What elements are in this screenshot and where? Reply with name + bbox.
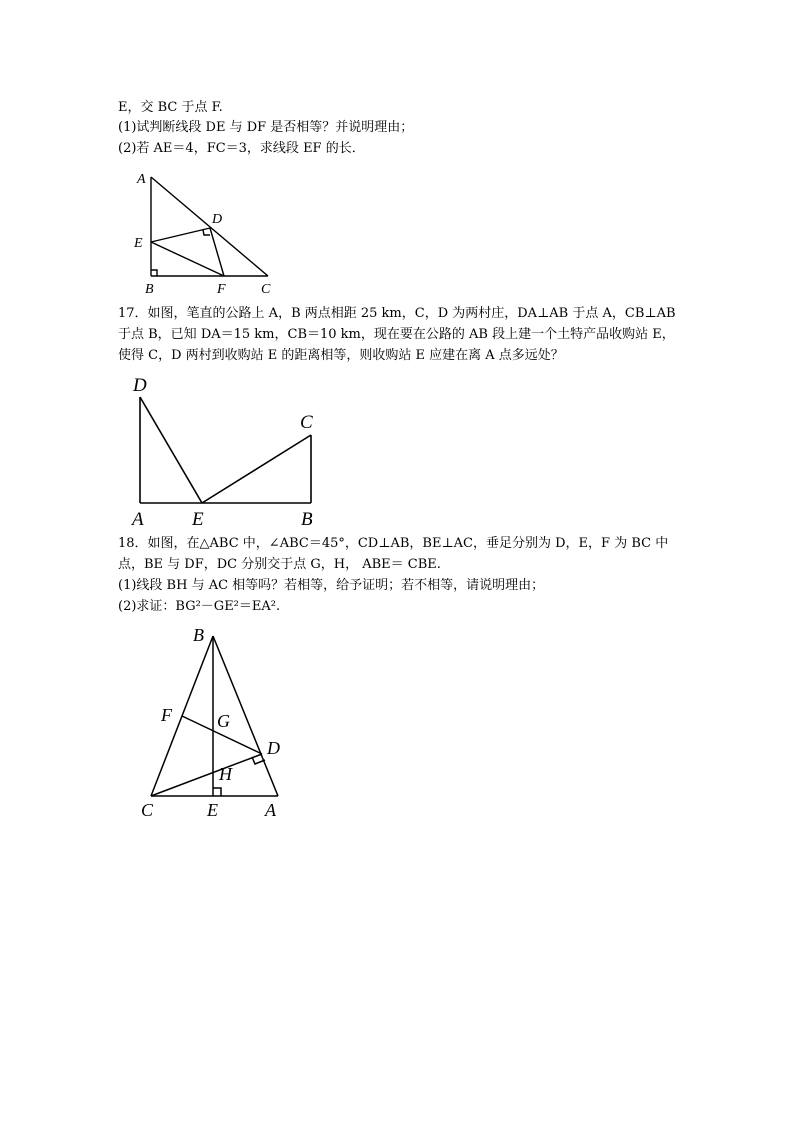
p16-label-d: D bbox=[212, 212, 223, 227]
p17-seg-ec bbox=[202, 435, 311, 503]
p17-label-d: D bbox=[133, 375, 147, 396]
p17-label-a: A bbox=[132, 509, 144, 530]
p16-seg-df bbox=[210, 228, 224, 276]
p16-label-f: F bbox=[217, 282, 226, 297]
p16-seg-ed bbox=[151, 228, 210, 242]
p17-line-1: 17．如图，笔直的公路上 A，B 两点相距 25 km，C，D 为两村庄，DA⊥AB 于点 A，CB⊥AB bbox=[118, 306, 676, 321]
p16-line-2: (1)试判断线段 DE 与 DF 是否相等？并说明理由； bbox=[118, 120, 414, 135]
p16-right-angle-b bbox=[151, 270, 157, 276]
p18-line-2: 点，BE 与 DF，DC 分别交于点 G，H， ABE＝ CBE. bbox=[118, 557, 441, 572]
p17-line-3: 使得 C，D 两村到收购站 E 的距离相等，则收购站 E 应建在离 A 点多远处？ bbox=[118, 348, 564, 363]
p16-label-b: B bbox=[145, 282, 154, 297]
p18-label-d: D bbox=[267, 738, 280, 758]
p18-line-4: (2)求证：BG²－GE²＝EA². bbox=[118, 599, 281, 614]
p16-seg-ac bbox=[151, 177, 268, 276]
p17-seg-de bbox=[140, 397, 202, 503]
p17-line-2: 于点 B，已知 DA＝15 km，CB＝10 km，现在要在公路的 AB 段上建一个土特产品收购站 E， bbox=[118, 327, 675, 342]
p18-label-g: G bbox=[217, 711, 230, 731]
p17-figure bbox=[128, 370, 328, 532]
p16-seg-ef bbox=[151, 242, 224, 276]
p16-figure bbox=[130, 165, 290, 300]
p18-label-a: A bbox=[265, 800, 276, 820]
p18-label-e: E bbox=[207, 800, 218, 820]
p18-label-h: H bbox=[219, 764, 232, 784]
p18-line-3: (1)线段 BH 与 AC 相等吗？若相等，给予证明；若不相等，请说明理由； bbox=[118, 578, 545, 593]
p18-label-f: F bbox=[161, 705, 172, 725]
p18-line-1: 18．如图，在△ABC 中，∠ABC＝45°，CD⊥AB，BE⊥AC，垂足分别为 D，E，F 为 BC 中 bbox=[118, 536, 669, 551]
p18-label-b: B bbox=[193, 625, 204, 645]
p16-label-c: C bbox=[261, 282, 271, 297]
p17-label-e: E bbox=[192, 509, 204, 530]
p16-line-3: (2)若 AE＝4，FC＝3，求线段 EF 的长． bbox=[118, 141, 365, 156]
p16-right-angle-d bbox=[203, 230, 210, 235]
p18-label-c: C bbox=[141, 800, 154, 820]
p18-right-angle-e bbox=[213, 788, 221, 796]
p17-label-b: B bbox=[301, 509, 313, 530]
p18-seg-cd bbox=[151, 754, 262, 796]
p16-line-1: E，交 BC 于点 F. bbox=[118, 100, 223, 115]
p16-label-a: A bbox=[137, 172, 146, 187]
p16-label-e: E bbox=[134, 236, 143, 251]
p18-figure bbox=[135, 620, 305, 825]
p17-label-c: C bbox=[300, 412, 313, 433]
